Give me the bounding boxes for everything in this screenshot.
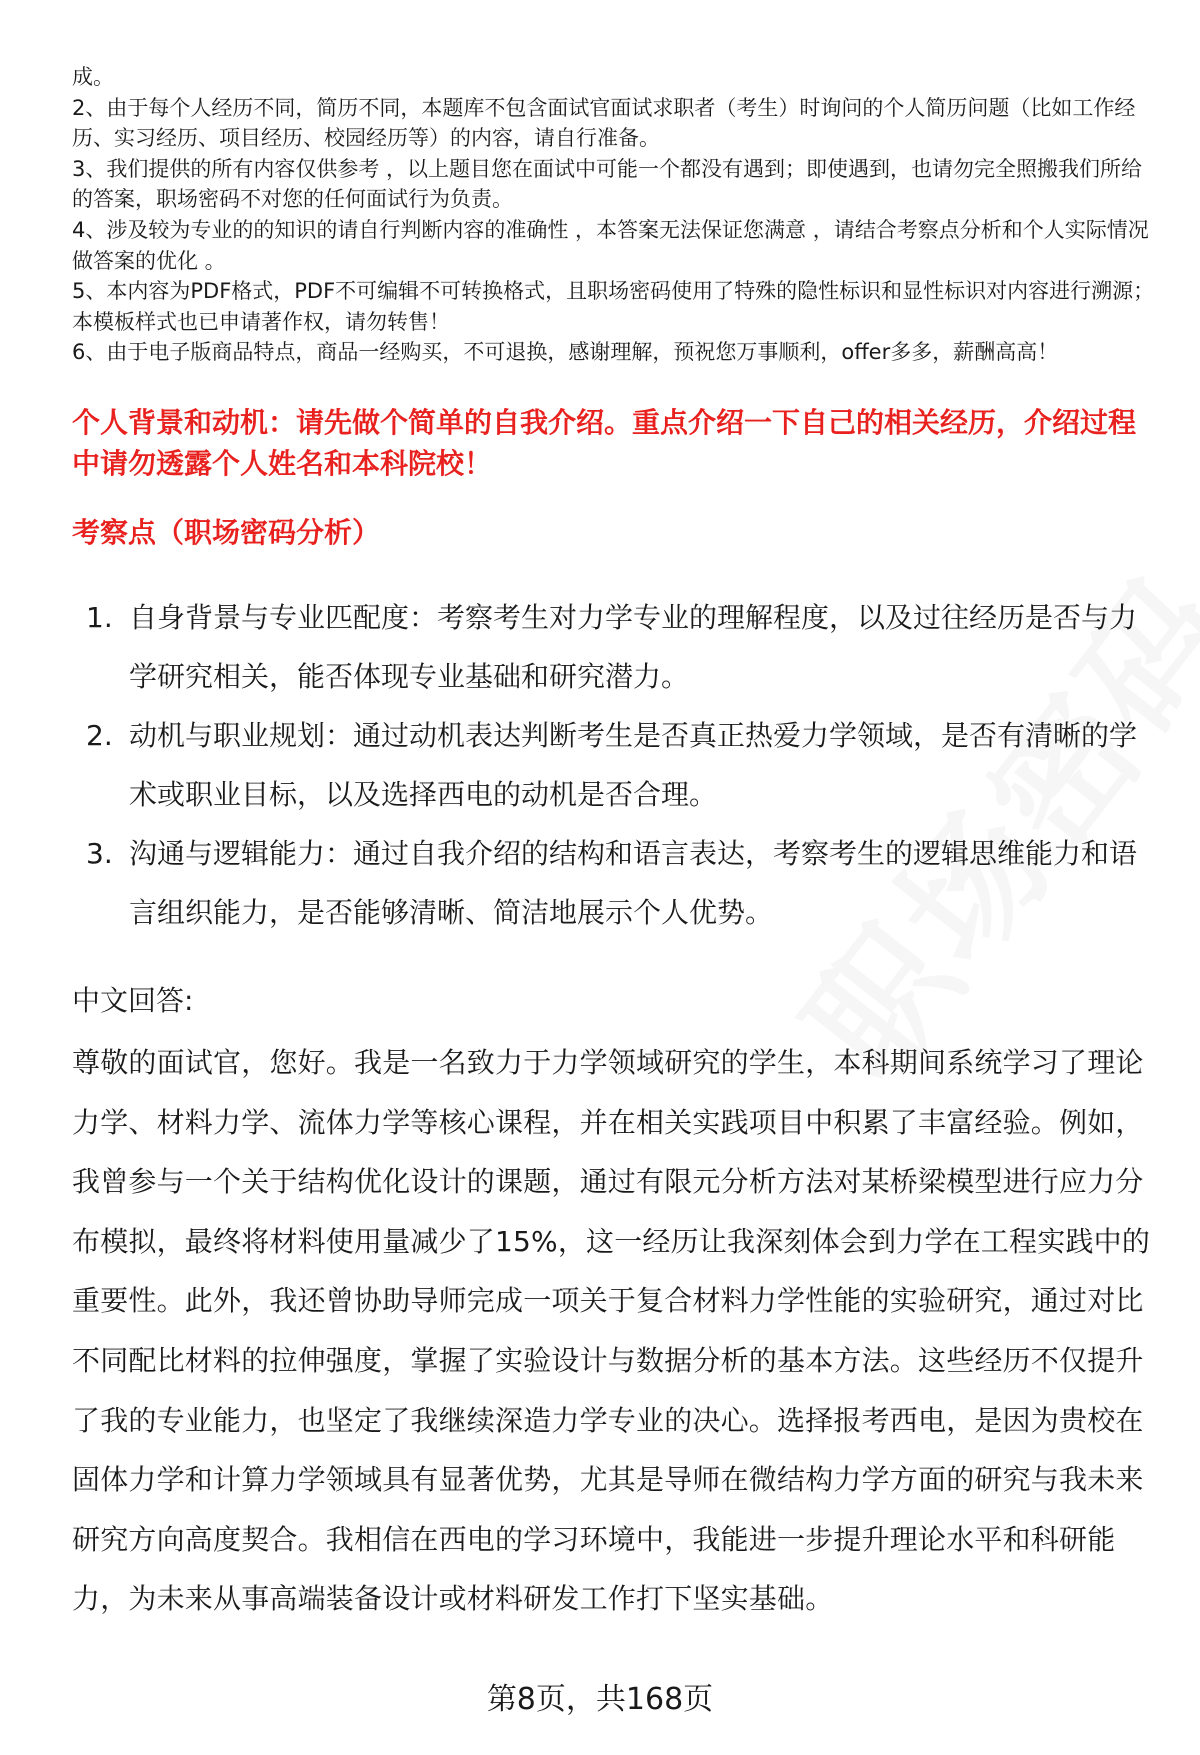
list-item-number: 1.: [86, 601, 113, 634]
page-number: 第8页，共168页: [486, 1682, 714, 1717]
list-item: [72, 588, 1162, 706]
list-item-text: 自身背景与专业匹配度：考察考生对力学专业的理解程度，以及过往经历是否与力学研究相关，能否体现专业基础和研究潜力。: [129, 601, 1138, 693]
note-line: 5、本内容为PDF格式，PDF不可编辑不可转换格式，且职场密码使用了特殊的隐性标识和显性标识对内容进行溯源；本模板样式也已申请著作权，请勿转售！: [72, 279, 1155, 334]
answer-body: 尊敬的面试官，您好。我是一名致力于力学领域研究的学生，本科期间系统学习了理论力学、材料力学、流体力学等核心课程，并在相关实践项目中积累了丰富经验。例如，我曾参与一个关于结构优化设计的课题，通过有限元分析方法对某桥梁模型进行应力分布模拟，最终将材料使用量减少了15%，这一经历让我深刻体会到力学在工程实践中的重要性。此外，我还曾协助导师完成一项关于复合材料力学性能的实验研究，通过对比不同配比材料的拉伸强度，掌握了实验设计与数据分析的基本方法。这些经历不仅提升了我的专业能力，也坚定了我继续深造力学专业的决心。选择报考西电，是因为贵校在固体力学和计算力学领域具有显著优势，尤其是导师在微结构力学方面的研究与我未来研究方向高度契合。我相信在西电的学习环境中，我能进一步提升理论水平和科研能力，为未来从事高端装备设计或材料研发工作打下坚实基础。: [72, 1046, 1151, 1616]
list-item-number: 3.: [86, 837, 113, 870]
list-item: [72, 824, 1162, 942]
question-heading: 个人背景和动机：请先做个简单的自我介绍。重点介绍一下自己的相关经历，介绍过程中请勿透露个人姓名和本科院校！: [72, 406, 1137, 480]
analysis-points-list: [72, 588, 1162, 942]
answer-label: 中文回答:: [72, 984, 194, 1017]
note-line: 2、由于每个人经历不同，简历不同，本题库不包含面试官面试求职者（考生）时询问的个人简历问题（比如工作经历、实习经历、项目经历、校园经历等）的内容，请自行准备。: [72, 95, 1136, 151]
list-item-text: 沟通与逻辑能力：通过自我介绍的结构和语言表达，考察考生的逻辑思维能力和语言组织能力，是否能够清晰、简洁地展示个人优势。: [129, 837, 1138, 929]
analysis-heading: 考察点（职场密码分析）: [72, 516, 381, 549]
note-line: 3、我们提供的所有内容仅供参考 ，以上题目您在面试中可能一个都没有遇到；即使遇到，也请勿完全照搬我们所给的答案，职场密码不对您的任何面试行为负责。: [72, 156, 1143, 212]
note-line: 4、涉及较为专业的的知识的请自行判断内容的准确性 ，本答案无法保证您满意 ，请结合考察点分析和个人实际情况做答案的优化 。: [72, 217, 1149, 273]
list-item-number: 2.: [86, 719, 113, 752]
list-item: [72, 706, 1162, 824]
note-line: 6、由于电子版商品特点，商品一经购买，不可退换，感谢理解，预祝您万事顺利，offer多多，薪酬高高！: [72, 340, 1059, 365]
disclaimer-notes: [72, 62, 1162, 368]
note-line: 成。: [72, 65, 114, 89]
list-item-text: 动机与职业规划：通过动机表达判断考生是否真正热爱力学领域，是否有清晰的学术或职业目标，以及选择西电的动机是否合理。: [129, 719, 1138, 811]
